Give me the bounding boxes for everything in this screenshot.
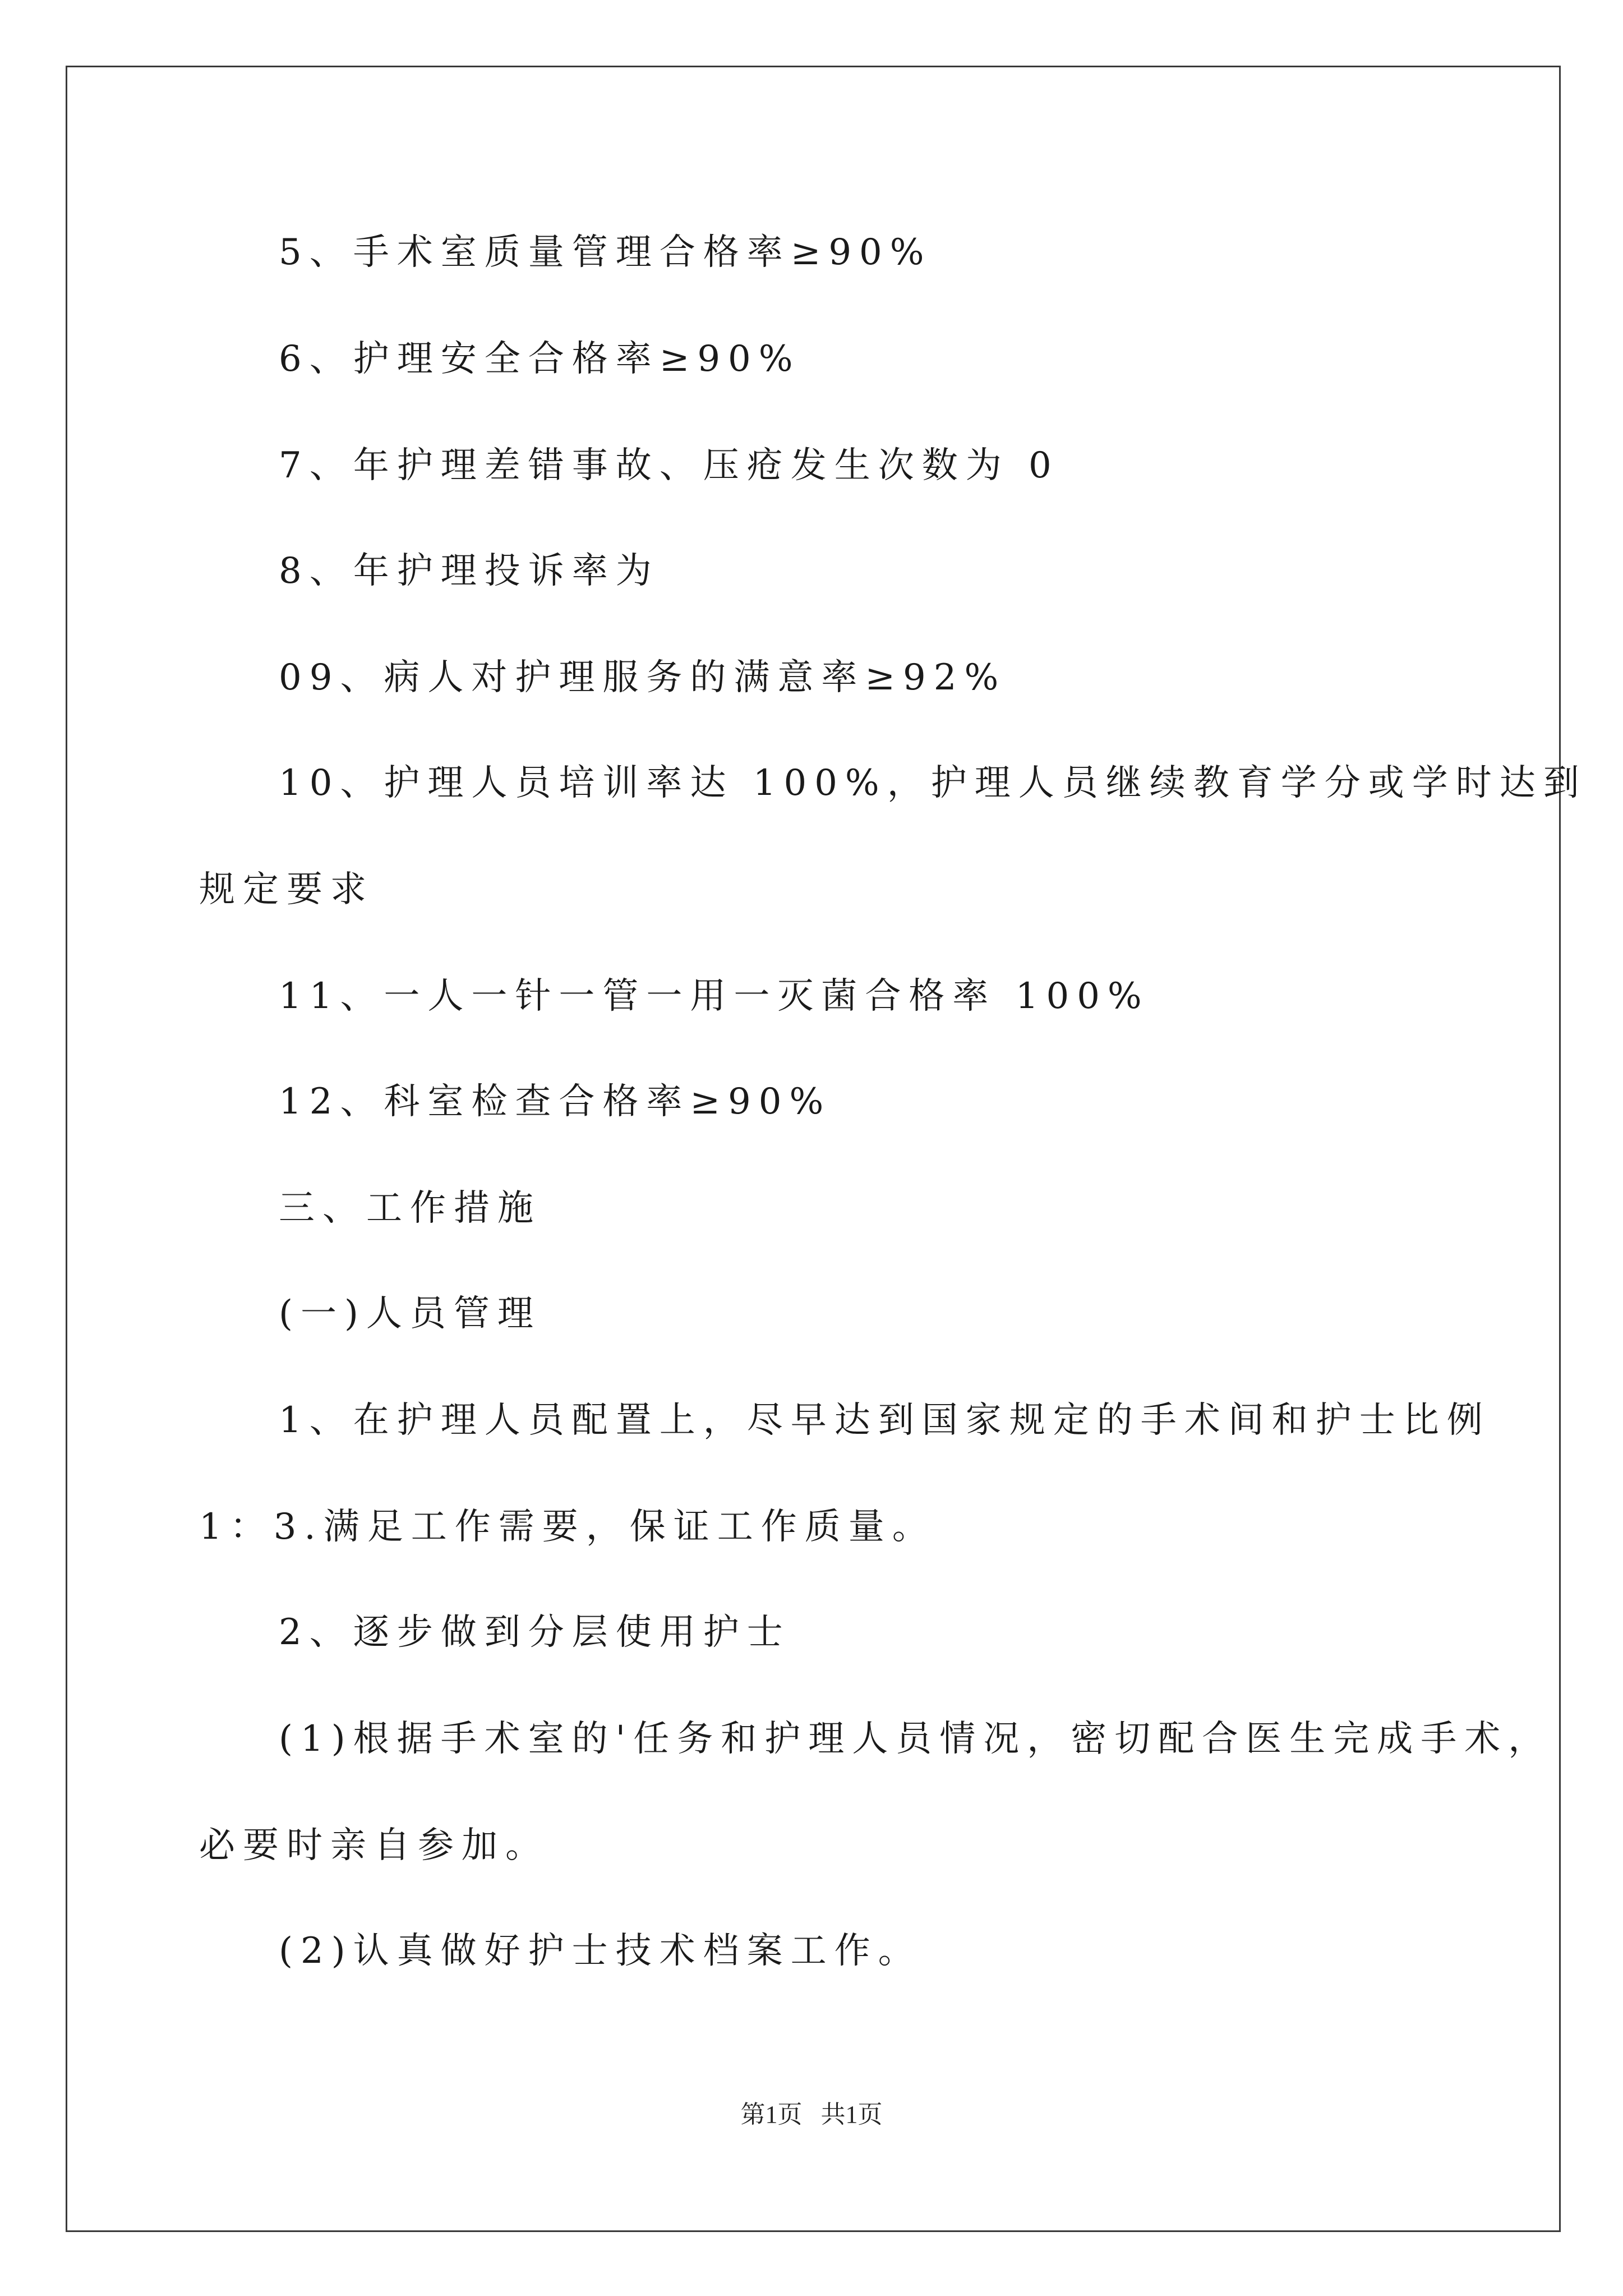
paragraph-line: 1、在护理人员配置上，尽早达到国家规定的手术间和护士比例 [279, 1400, 1491, 1441]
paragraph-line: 必要时亲自参加。 [199, 1825, 549, 1866]
subsection-heading: (一)人员管理 [279, 1293, 541, 1335]
paragraph-line: 12、科室检查合格率≥90% [279, 1081, 832, 1122]
paragraph-line: 2、逐步做到分层使用护士 [279, 1612, 791, 1653]
paragraph-line: (1)根据手术室的'任务和护理人员情况，密切配合医生完成手术， [279, 1718, 1552, 1760]
paragraph-line: 规定要求 [199, 869, 374, 910]
section-heading: 三、工作措施 [279, 1188, 541, 1229]
paragraph-line: 11、一人一针一管一用一灭菌合格率 100% [279, 976, 1150, 1017]
paragraph-line: 8、年护理投诉率为 [279, 550, 660, 592]
page-number-footer: 第1页 共1页 [740, 2101, 883, 2128]
paragraph-line: 7、年护理差错事故、压疮发生次数为 0 [279, 445, 1059, 486]
paragraph-line: 10、护理人员培训率达 100%，护理人员继续教育学分或学时达到 [279, 762, 1587, 804]
paragraph-line: 6、护理安全合格率≥90% [279, 338, 801, 380]
paragraph-line: 09、病人对护理服务的满意率≥92% [279, 657, 1007, 698]
paragraph-line: (2)认真做好护士技术档案工作。 [279, 1930, 922, 1972]
paragraph-line: 5、手术室质量管理合格率≥90% [279, 232, 932, 273]
paragraph-line: 1：3.满足工作需要，保证工作质量。 [199, 1506, 936, 1548]
